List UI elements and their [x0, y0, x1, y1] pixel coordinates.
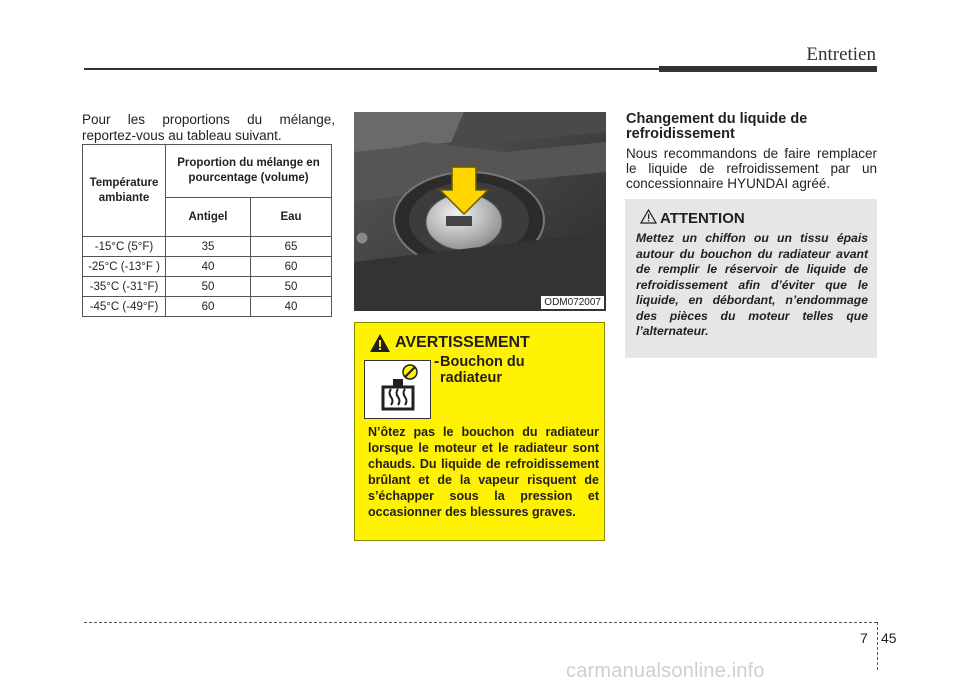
header-rule — [84, 68, 659, 70]
header-rule-thick — [659, 66, 877, 72]
attention-body: Mettez un chiffon ou un tissu épais autour du bouchon du radiateur avant de remplir le réservoir de liquide de refroidissement afin d’éviter que le liquide, en débordant, n’endommage des pièces du moteur telles que l’alternateur. — [636, 231, 868, 338]
warning-body: N’ôtez pas le bouchon du radiateur lorsque le moteur et le radiateur sont chauds. Du liquide de refroidissement brûlant et de la vapeur risquent de s’échapper sous la pression et occasionner des blessures graves. — [368, 425, 599, 519]
hot-radiator-icon — [364, 360, 431, 419]
intro-text: Pour les proportions du mélange, reportez-vous au tableau suivant. — [82, 112, 335, 143]
cell-antigel: 40 — [166, 257, 251, 277]
watermark: carmanualsonline.info — [566, 660, 765, 682]
col-header-temperature: Température ambiante — [83, 145, 166, 237]
cell-eau: 65 — [251, 237, 332, 257]
warning-subtitle: Bouchon du radiateur — [440, 354, 525, 386]
radiator-cap-photo — [354, 112, 606, 311]
col-header-eau: Eau — [251, 198, 332, 237]
cell-temp: -45°C (-49°F) — [83, 297, 166, 317]
warning-triangle-icon — [369, 333, 391, 353]
chapter-number: 7 — [860, 630, 868, 646]
warning-dash: - — [434, 353, 440, 370]
photo-code: ODM072007 — [541, 296, 604, 309]
cell-eau: 60 — [251, 257, 332, 277]
warning-box — [354, 322, 605, 541]
engine-bay-illustration — [354, 112, 606, 311]
footer-rule — [84, 622, 877, 623]
col-header-antigel: Antigel — [166, 198, 251, 237]
col-header-mixture: Proportion du mélange en pourcentage (volume) — [166, 145, 332, 198]
table-row — [83, 297, 332, 317]
section-title: Changement du liquide de refroidissement — [626, 111, 808, 142]
cell-eau: 40 — [251, 297, 332, 317]
attention-box — [625, 199, 877, 358]
table-row — [83, 277, 332, 297]
table-row — [83, 237, 332, 257]
attention-title: ATTENTION — [660, 210, 745, 227]
cell-antigel: 50 — [166, 277, 251, 297]
section-body: Nous recommandons de faire remplacer le liquide de refroidissement par un concessionnaire HYUNDAI agréé. — [626, 146, 877, 191]
page-number: 45 — [881, 630, 897, 646]
table-row — [83, 257, 332, 277]
cell-eau: 50 — [251, 277, 332, 297]
cell-temp: -35°C (-31°F) — [83, 277, 166, 297]
warning-title: AVERTISSEMENT — [395, 334, 530, 351]
footer-divider — [877, 622, 878, 670]
cell-temp: -15°C (5°F) — [83, 237, 166, 257]
cell-antigel: 35 — [166, 237, 251, 257]
mixture-table — [82, 144, 332, 317]
caution-triangle-icon — [640, 209, 657, 224]
cell-antigel: 60 — [166, 297, 251, 317]
section-header-title: Entretien — [806, 44, 876, 65]
cell-temp: -25°C (-13°F ) — [83, 257, 166, 277]
